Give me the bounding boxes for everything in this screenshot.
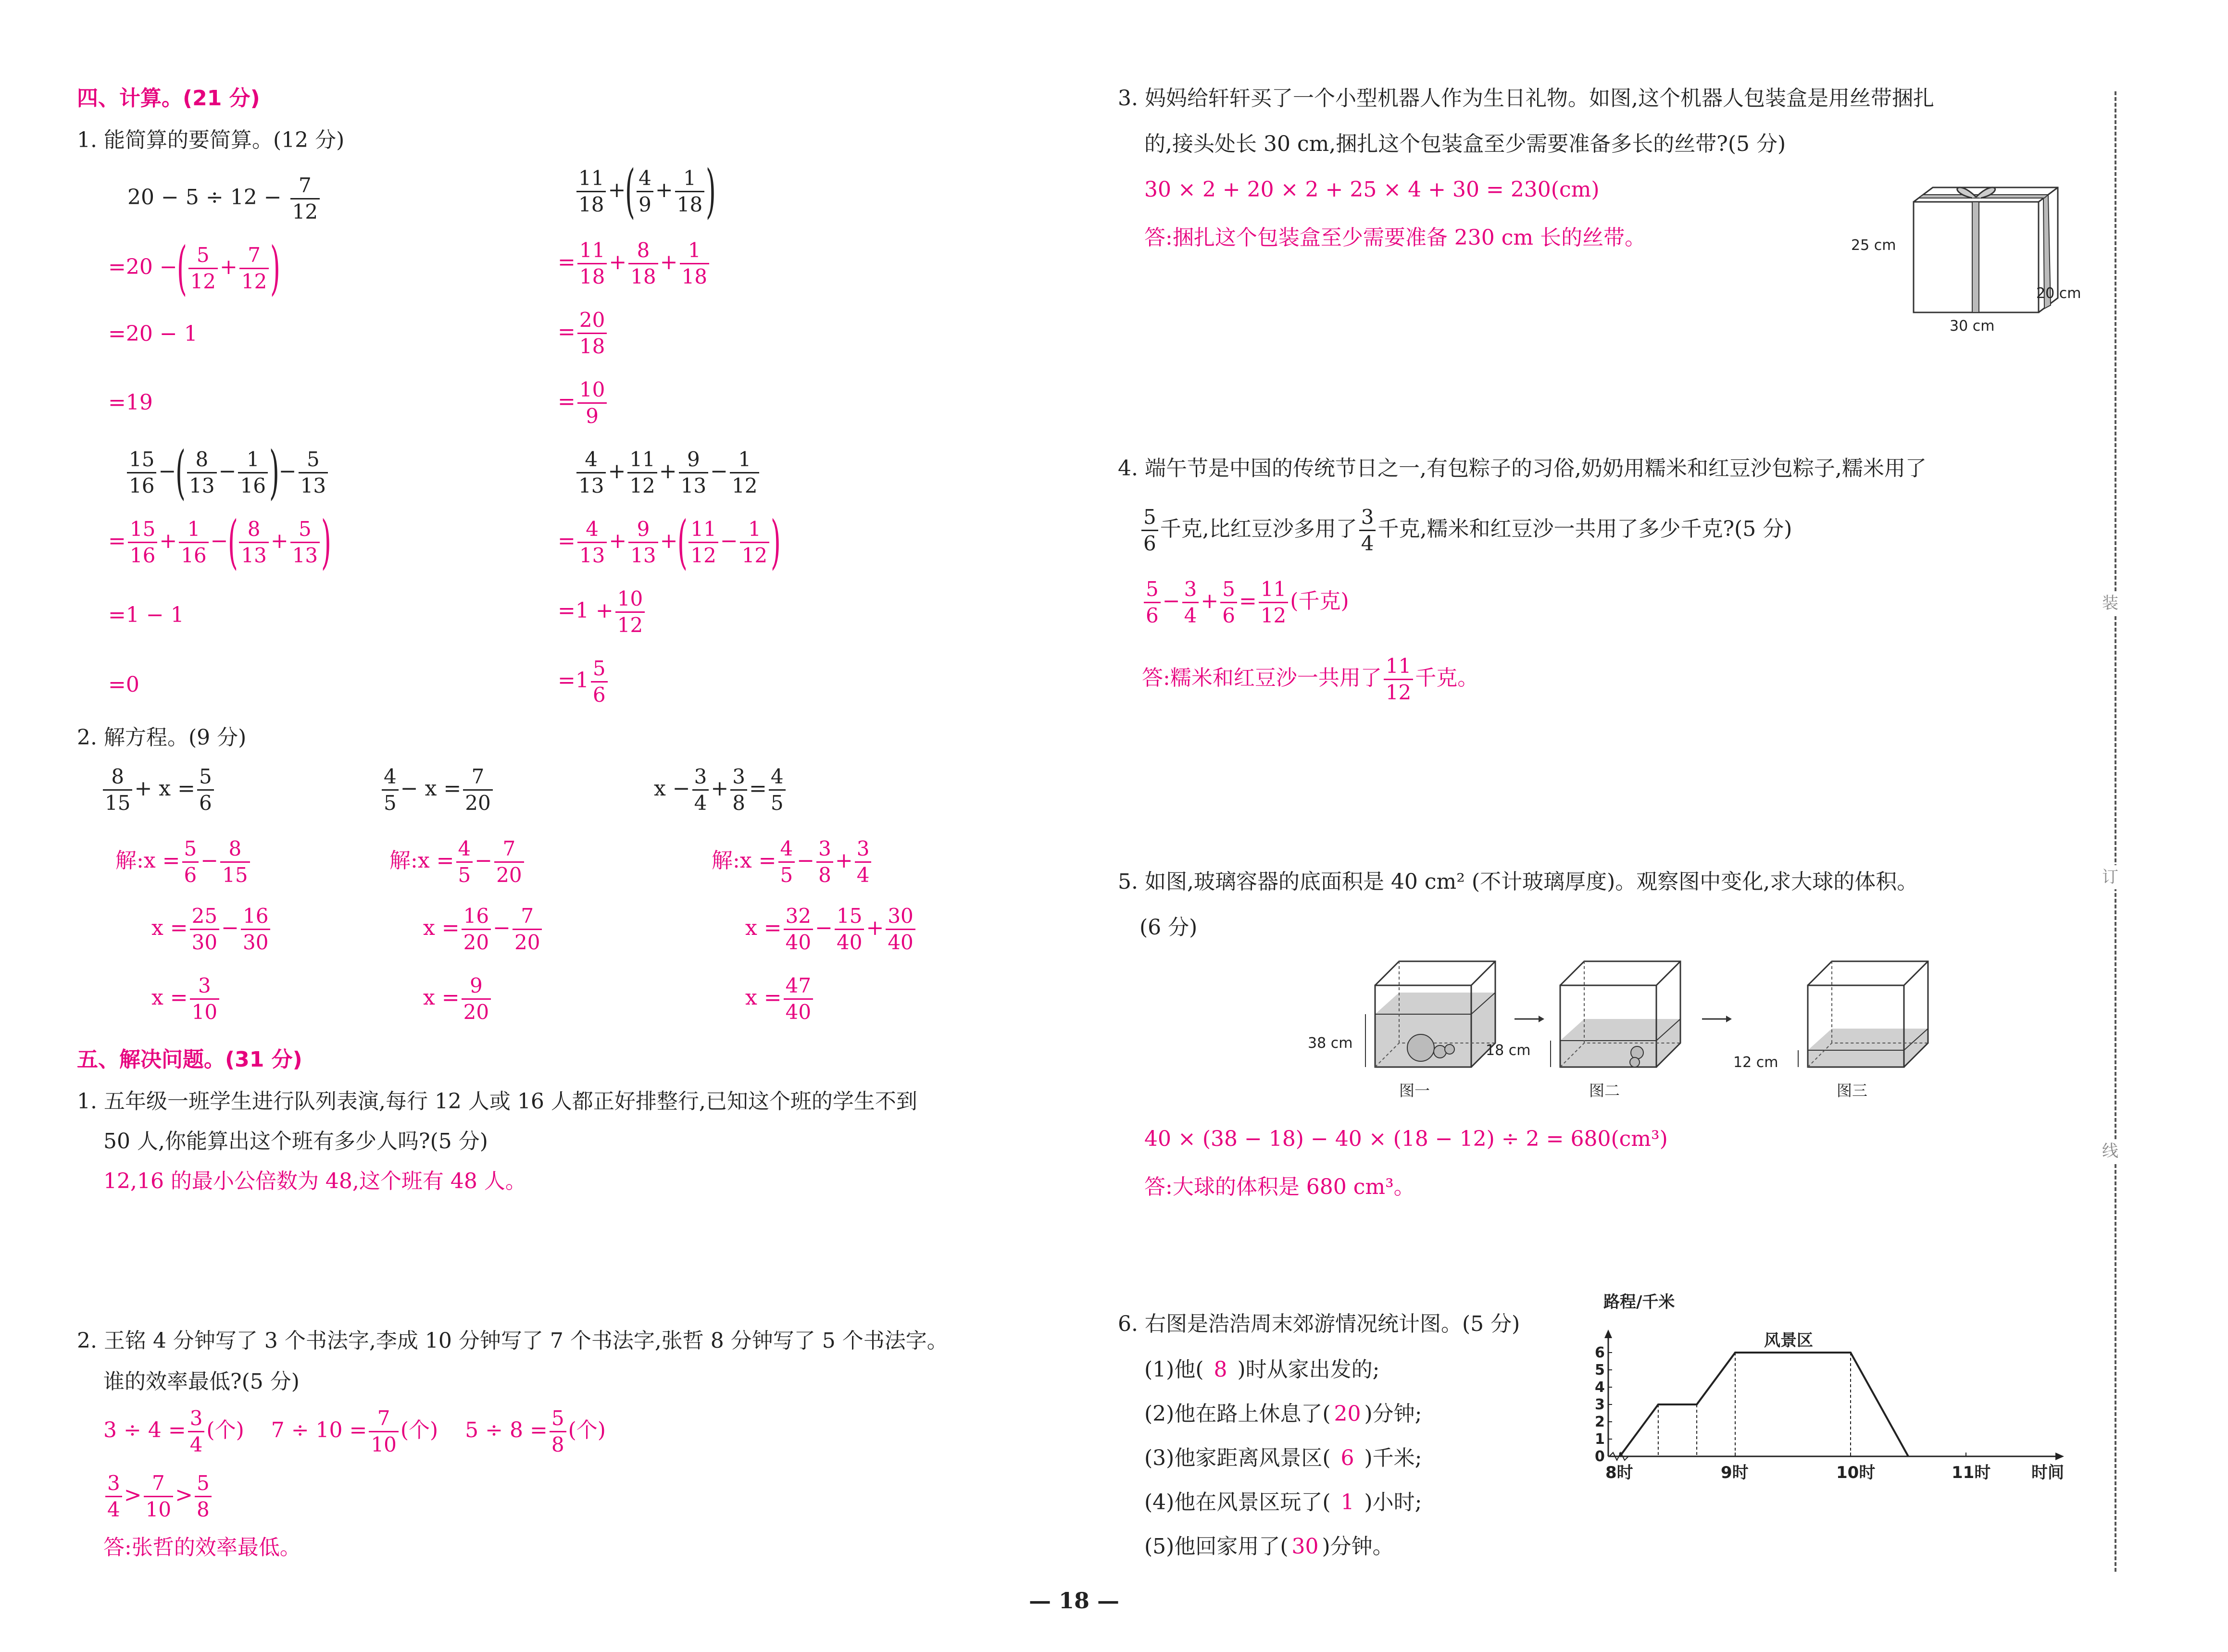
- x-tick-label: 8时: [1605, 1463, 1633, 1482]
- s5q2-line1: 2. 王铭 4 分钟写了 3 个书法字,李成 10 分钟写了 7 个书法字,张哲 8 分钟写了 5 个书法字。: [77, 1329, 948, 1353]
- x-axis-label: 时间: [2031, 1463, 2064, 1482]
- calc-c-problem: $\frac{15}{16}$ −( $\frac{8}{13}$ − $\frac{1}{16}$ )− $\frac{5}{13}$: [125, 447, 330, 498]
- q4-line1: 4. 端午节是中国的传统节日之一,有包粽子的习俗,奶奶用糯米和红豆沙包粽子,糯米用了: [1118, 456, 1927, 481]
- q5-answer: 答:大球的体积是 680 cm³。: [1144, 1175, 1415, 1199]
- section5-title: 五、解决问题。(31 分): [77, 1047, 302, 1072]
- eq2-step3: x = $\frac{9}{20}$: [423, 973, 493, 1025]
- calc-d-problem: $\frac{4}{13}$ + $\frac{11}{12}$ + $\frac{9}{13}$ − $\frac{1}{12}$: [575, 447, 761, 498]
- eq2-problem: $\frac{4}{5}$ − x = $\frac{7}{20}$: [380, 764, 495, 816]
- eq3-problem: x − $\frac{3}{4}$ + $\frac{3}{8}$ = $\frac{4}{5}$: [654, 764, 788, 816]
- calc-c-step1: = $\frac{15}{16}$ + $\frac{1}{16}$ −( $\frac{8}{13}$ + $\frac{5}{13}$ ): [108, 509, 332, 576]
- eq1-problem: $\frac{8}{15}$ + x = $\frac{5}{6}$: [101, 764, 216, 816]
- binding-char-2: 订: [2102, 865, 2118, 889]
- calc-b-step2: = $\frac{20}{18}$: [558, 308, 609, 359]
- eq3-step2: x = $\frac{32}{40}$ − $\frac{15}{40}$ + $\frac{30}{40}$: [745, 904, 917, 955]
- binding-char-1: 装: [2102, 591, 2118, 615]
- section4-title: 四、计算。(21 分): [77, 86, 260, 111]
- q5-line2: (6 分): [1139, 915, 1198, 940]
- y-axis-label: 路程/千米: [1603, 1293, 1675, 1312]
- x-tick-label: 10时: [1836, 1463, 1876, 1482]
- q6-sub4: (4)他在风景区玩了( 1 )小时;: [1144, 1490, 1422, 1515]
- page-number: — 18 —: [1029, 1588, 1120, 1614]
- scenic-area-annotation: 风景区: [1764, 1331, 1813, 1350]
- x-tick-label: 11时: [1952, 1463, 1991, 1482]
- eq1-step2: x = $\frac{25}{30}$ − $\frac{16}{30}$: [151, 904, 272, 955]
- calc-d-step2: =1 + $\frac{10}{12}$: [558, 586, 647, 638]
- q5-line1: 5. 如图,玻璃容器的底面积是 40 cm² (不计玻璃厚度)。观察图中变化,求大球的体积。: [1118, 869, 1918, 894]
- container-1: [1365, 961, 1495, 1067]
- box-width-label: 20 cm: [2036, 285, 2081, 302]
- container-2: [1551, 961, 1680, 1067]
- calc-d-step3: =1 $\frac{5}{6}$: [558, 656, 610, 708]
- figure-label-2: 图二: [1589, 1081, 1620, 1100]
- q4-calc: $\frac{5}{6}$ − $\frac{3}{4}$ + $\frac{5}{6}$ = $\frac{11}{12}$ (千克): [1142, 577, 1349, 628]
- trip-line-chart: [1572, 1293, 2082, 1500]
- q5-calc: 40 × (38 − 18) − 40 × (18 − 12) ÷ 2 = 680(cm³): [1144, 1127, 1668, 1151]
- y-tick-label: 3: [1595, 1396, 1605, 1413]
- q6-sub5: (5)他回家用了( 30 )分钟。: [1144, 1534, 1394, 1559]
- box-height-label: 25 cm: [1851, 237, 1896, 254]
- y-axis-arrow: [1604, 1329, 1612, 1338]
- q6-title: 6. 右图是浩浩周末郊游情况统计图。(5 分): [1118, 1312, 1520, 1336]
- distance-series-line: [1620, 1353, 1908, 1456]
- binding-line: [2115, 91, 2116, 1572]
- calc-a-step2: =20 − 1: [108, 322, 198, 346]
- depth-label-1: 38 cm: [1308, 1035, 1353, 1052]
- eq1-step3: x = $\frac{3}{10}$: [151, 973, 221, 1025]
- calc-a-step3: =19: [108, 390, 153, 415]
- s5q2-compare: $\frac{3}{4}$ > $\frac{7}{10}$ > $\frac{5}{8}$: [103, 1471, 213, 1522]
- y-tick-label: 6: [1595, 1344, 1605, 1361]
- glass-container-figure: [1308, 956, 1952, 1105]
- q6-sub3: (3)他家距离风景区( 6 )千米;: [1144, 1446, 1422, 1470]
- q1-title: 1. 能简算的要简算。(12 分): [77, 128, 345, 152]
- eq2-step1: 解:x = $\frac{4}{5}$ − $\frac{7}{20}$: [389, 836, 526, 888]
- x-tick-label: 9时: [1721, 1463, 1749, 1482]
- s5q1-line1: 1. 五年级一班学生进行队列表演,每行 12 人或 16 人都正好排整行,已知这个班的学生不到: [77, 1089, 917, 1114]
- figure-label-1: 图一: [1399, 1081, 1430, 1100]
- gift-box-figure: [1846, 178, 2096, 332]
- depth-label-2: 18 cm: [1486, 1042, 1531, 1059]
- figure-label-3: 图三: [1837, 1081, 1868, 1100]
- container-3: [1798, 961, 1928, 1067]
- y-tick-label: 0: [1595, 1448, 1605, 1465]
- calc-b-step3: = $\frac{10}{9}$: [558, 377, 609, 429]
- q3-answer: 答:捆扎这个包装盒至少需要准备 230 cm 长的丝带。: [1144, 225, 1646, 250]
- s5q1-answer: 12,16 的最小公倍数为 48,这个班有 48 人。: [103, 1169, 526, 1193]
- q4-answer: 答:糯米和红豆沙一共用了 $\frac{11}{12}$ 千克。: [1142, 654, 1479, 704]
- y-tick-label: 4: [1595, 1379, 1605, 1396]
- x-axis-arrow: [2055, 1453, 2064, 1460]
- calc-a-step1: =20 −( $\frac{5}{12}$ + $\frac{7}{12}$ ): [108, 235, 281, 302]
- q2-title: 2. 解方程。(9 分): [77, 725, 247, 750]
- q4-line2: $\frac{5}{6}$ 千克,比红豆沙多用了 $\frac{3}{4}$ 千克,糯米和红豆沙一共用了多少千克?(5 分): [1139, 505, 1792, 556]
- s5q1-line2: 50 人,你能算出这个班有多少人吗?(5 分): [103, 1129, 488, 1154]
- eq2-step2: x = $\frac{16}{20}$ − $\frac{7}{20}$: [423, 904, 544, 955]
- eq3-step3: x = $\frac{47}{40}$: [745, 973, 815, 1025]
- depth-label-3: 12 cm: [1733, 1054, 1778, 1071]
- y-tick-label: 5: [1595, 1362, 1605, 1379]
- q6-sub2: (2)他在路上休息了( 20 )分钟;: [1144, 1402, 1422, 1426]
- eq1-step1: 解:x = $\frac{5}{6}$ − $\frac{8}{15}$: [115, 836, 252, 888]
- q3-calc: 30 × 2 + 20 × 2 + 25 × 4 + 30 = 230(cm): [1144, 177, 1600, 202]
- q3-line2: 的,接头处长 30 cm,捆扎这个包装盒至少需要准备多长的丝带?(5 分): [1144, 132, 1786, 156]
- s5q2-line2: 谁的效率最低?(5 分): [103, 1369, 300, 1394]
- q3-line1: 3. 妈妈给轩轩买了一个小型机器人作为生日礼物。如图,这个机器人包装盒是用丝带捆扎: [1118, 86, 1934, 111]
- calc-b-problem: $\frac{11}{18}$ +( $\frac{4}{9}$ + $\frac{1}{18}$ ): [575, 166, 715, 217]
- box-length-label: 30 cm: [1950, 318, 1995, 332]
- calc-c-step3: =0: [108, 672, 139, 697]
- calc-a-problem: 20 − 5 ÷ 12 − $\frac{7}{12}$: [127, 173, 322, 224]
- s5q2-answer: 答:张哲的效率最低。: [103, 1535, 301, 1560]
- calc-c-step2: =1 − 1: [108, 603, 184, 627]
- binding-char-3: 线: [2102, 1139, 2118, 1163]
- q6-sub1: (1)他( 8 )时从家出发的;: [1144, 1357, 1380, 1382]
- y-tick-label: 1: [1595, 1431, 1605, 1448]
- calc-d-step1: = $\frac{4}{13}$ + $\frac{9}{13}$ +( $\frac{11}{12}$ − $\frac{1}{12}$ ): [558, 509, 781, 576]
- y-tick-label: 2: [1595, 1414, 1605, 1430]
- eq3-step1: 解:x = $\frac{4}{5}$ − $\frac{3}{8}$ + $\frac{3}{4}$: [712, 836, 873, 888]
- calc-b-step1: = $\frac{11}{18}$ + $\frac{8}{18}$ + $\frac{1}{18}$: [558, 238, 711, 289]
- s5q2-calcs: 3 ÷ 4 = $\frac{3}{4}$ (个) 7 ÷ 10 = $\frac{7}{10}$ (个) 5 ÷ 8 = $\frac{5}{8}$ (个): [103, 1406, 606, 1456]
